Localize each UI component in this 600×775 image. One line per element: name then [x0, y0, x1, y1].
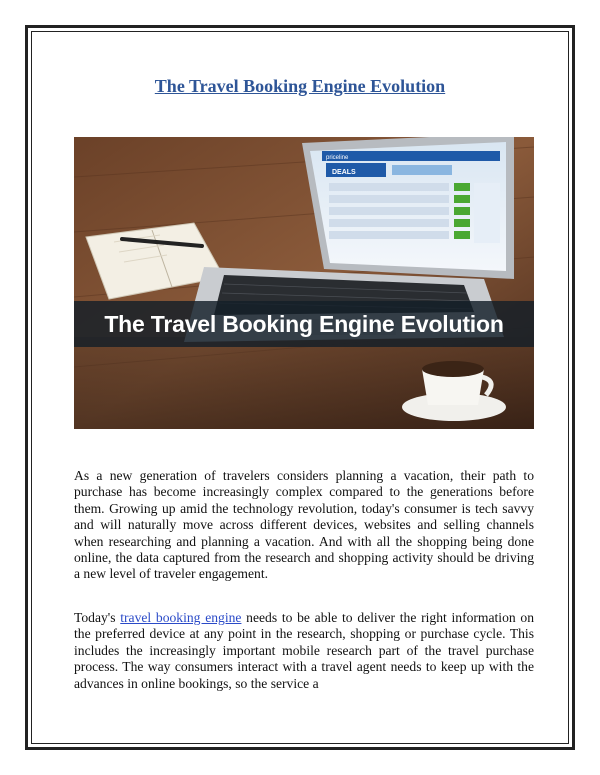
travel-booking-engine-link[interactable]: travel booking engine: [120, 610, 242, 625]
hero-image: [74, 137, 534, 429]
screen-brand-label: priceline: [326, 155, 349, 161]
paragraph-2: [74, 610, 534, 692]
screen-deals-label: DEALS: [332, 169, 356, 176]
paragraph-2-body: needs to be able to deliver the right information on the preferred device at any point in the research, shopping or purchase cycle. This includes the increasingly important mobile research part of the travel purchase process. The way consumers interact with a travel agent needs to keep up with the advances in online bookings, so the service a: [74, 610, 534, 691]
page-border: [25, 25, 575, 750]
hero-banner-text: The Travel Booking Engine Evolution: [104, 310, 504, 337]
page-title: The Travel Booking Engine Evolution: [154, 76, 446, 96]
paragraph-1: As a new generation of travelers considers planning a vacation, their path to purchase has become increasingly complex compared to the generations before them. Growing up amid the technology revolution, today's consumer is tech savvy and will naturally move across different devices, websites and selling channels when researching and planning a vacation. And with all the shopping being done online, the data captured from the research and shopping activity should be driving a new level of traveler engagement.: [74, 468, 534, 582]
hero-banner: [74, 301, 534, 347]
paragraph-2-lead: Today's: [74, 610, 121, 625]
page-inner-border: [31, 31, 569, 744]
laptop-photo: [74, 137, 534, 429]
